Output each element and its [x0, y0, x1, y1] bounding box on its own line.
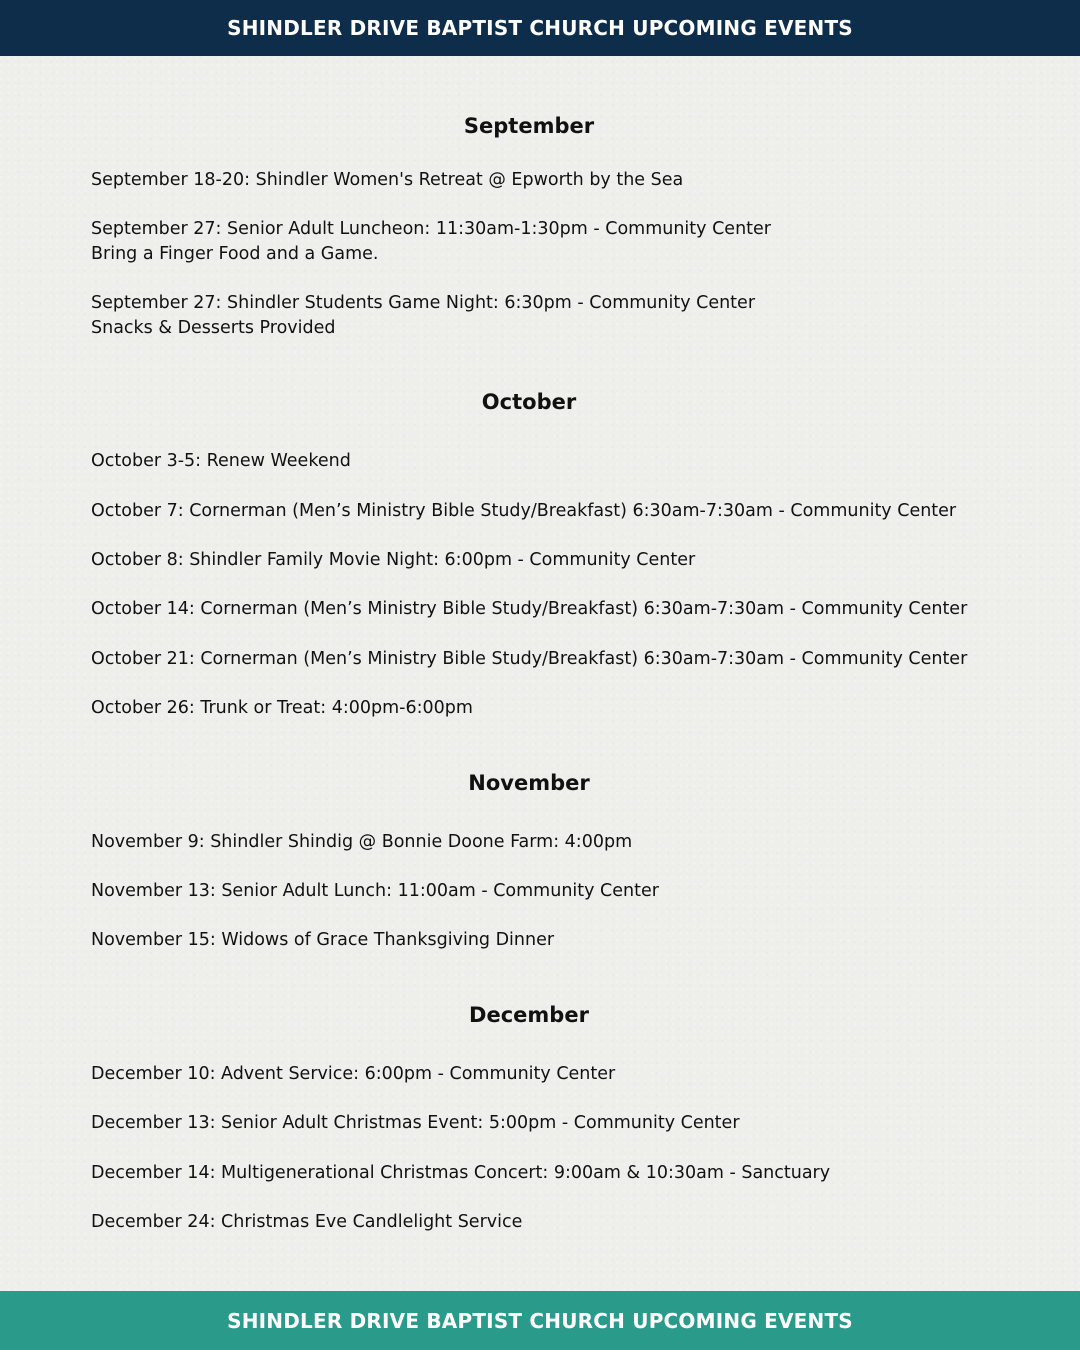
event-item — [91, 1210, 1051, 1235]
event-text: December 13: Senior Adult Christmas Event: 5:00pm - Community Center — [91, 1113, 740, 1133]
event-item — [91, 1062, 1051, 1087]
month-heading-november: November — [468, 771, 590, 795]
event-note: Bring a Finger Food and a Game. — [91, 244, 379, 264]
event-text: October 26: Trunk or Treat: 4:00pm-6:00pm — [91, 698, 473, 718]
event-item — [91, 696, 1051, 721]
event-text: December 14: Multigenerational Christmas Concert: 9:00am & 10:30am - Sanctuary — [91, 1163, 831, 1183]
month-heading-october: October — [481, 390, 577, 414]
event-item — [91, 168, 1051, 193]
event-text: October 7: Cornerman (Men’s Ministry Bible Study/Breakfast) 6:30am-7:30am - Community Center — [91, 501, 957, 521]
event-note: Snacks & Desserts Provided — [91, 318, 336, 338]
event-text: October 8: Shindler Family Movie Night: 6:00pm - Community Center — [91, 550, 696, 570]
event-item — [91, 1161, 1051, 1186]
event-item — [91, 548, 1051, 573]
events-content — [0, 56, 1080, 1291]
event-text: November 15: Widows of Grace Thanksgiving Dinner — [91, 930, 555, 950]
event-item — [91, 647, 1051, 672]
event-item — [91, 499, 1051, 524]
event-item — [91, 1111, 1051, 1136]
event-item — [91, 597, 1051, 622]
event-item — [91, 217, 1051, 267]
event-text: October 14: Cornerman (Men’s Ministry Bible Study/Breakfast) 6:30am-7:30am - Community Center — [91, 599, 968, 619]
event-text: September 27: Shindler Students Game Night: 6:30pm - Community Center — [91, 293, 756, 313]
event-text: September 18-20: Shindler Women's Retreat @ Epworth by the Sea — [91, 170, 684, 190]
event-text: December 10: Advent Service: 6:00pm - Community Center — [91, 1064, 616, 1084]
footer-title: SHINDLER DRIVE BAPTIST CHURCH UPCOMING EVENTS — [227, 1308, 853, 1333]
header-banner — [0, 0, 1080, 56]
event-item — [91, 291, 1051, 341]
event-item — [91, 928, 1051, 953]
event-text: September 27: Senior Adult Luncheon: 11:30am-1:30pm - Community Center — [91, 219, 771, 239]
event-text: October 3-5: Renew Weekend — [91, 451, 351, 471]
event-item — [91, 879, 1051, 904]
event-text: November 9: Shindler Shindig @ Bonnie Doone Farm: 4:00pm — [91, 832, 633, 852]
month-heading-december: December — [469, 1003, 589, 1027]
header-title: SHINDLER DRIVE BAPTIST CHURCH UPCOMING EVENTS — [227, 16, 853, 40]
event-item — [91, 449, 1051, 474]
event-text: November 13: Senior Adult Lunch: 11:00am - Community Center — [91, 881, 659, 901]
footer-banner — [0, 1291, 1080, 1350]
event-item — [91, 830, 1051, 855]
event-text: October 21: Cornerman (Men’s Ministry Bible Study/Breakfast) 6:30am-7:30am - Community Center — [91, 649, 968, 669]
event-text: December 24: Christmas Eve Candlelight Service — [91, 1212, 523, 1232]
month-heading-september: September — [463, 114, 595, 138]
